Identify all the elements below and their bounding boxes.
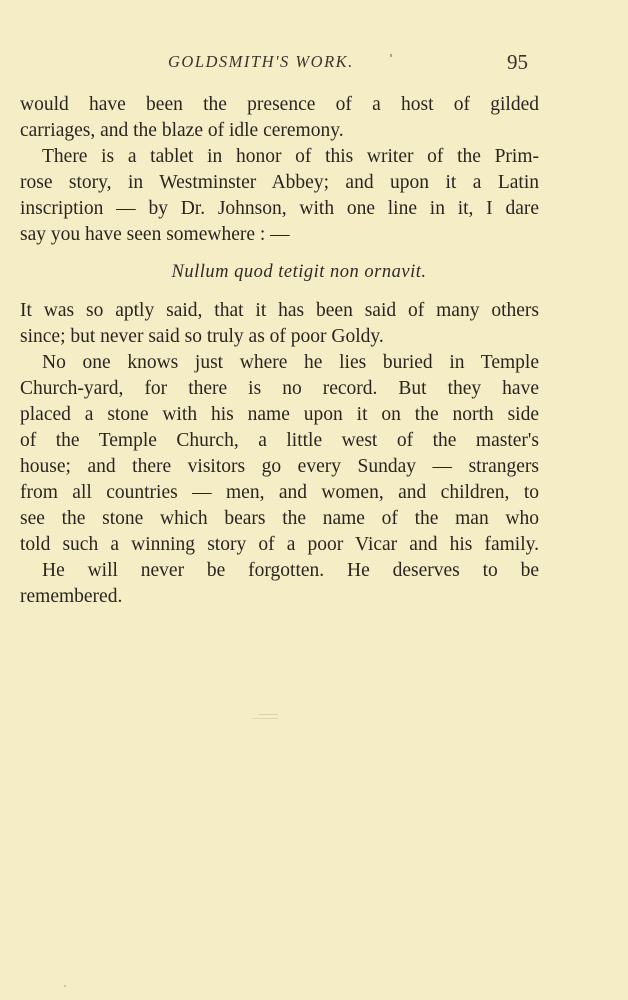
- text-line: would have been the presence of a host of gilded: [20, 94, 539, 115]
- paragraph-4: [20, 350, 539, 558]
- text-line: say you have seen somewhere : —: [20, 224, 290, 245]
- text-line: told such a winning story of a poor Vicar and his family.: [20, 534, 539, 555]
- paragraph-2: [20, 144, 539, 248]
- paragraph-5: [20, 558, 539, 610]
- paragraph-1: [20, 92, 539, 144]
- ink-speck: [390, 54, 392, 57]
- text-line: It was so aptly said, that it has been said of many others: [20, 300, 539, 321]
- text-line: placed a stone with his name upon it on the north side: [20, 404, 539, 425]
- text-line: from all countries — men, and women, and children, to: [20, 482, 539, 503]
- text-block-upper: [20, 92, 539, 248]
- text-line: carriages, and the blaze of idle ceremony.: [20, 120, 344, 141]
- text-line: inscription — by Dr. Johnson, with one line in it, I dare: [20, 198, 539, 219]
- text-line: No one knows just where he lies buried in Temple: [42, 352, 539, 373]
- text-line: since; but never said so truly as of poor Goldy.: [20, 326, 384, 347]
- text-line: rose story, in Westminster Abbey; and upon it a Latin: [20, 172, 539, 193]
- text-line: see the stone which bears the name of the man who: [20, 508, 539, 529]
- paper-speck: [64, 985, 66, 987]
- paragraph-3: [20, 298, 539, 350]
- paper-speck: [258, 714, 278, 715]
- text-line: He will never be forgotten. He deserves to be: [42, 560, 539, 581]
- text-line: remembered.: [20, 586, 123, 607]
- running-title: GOLDSMITH'S WORK.: [168, 52, 354, 71]
- text-line: of the Temple Church, a little west of the master's: [20, 430, 539, 451]
- paper-speck: [252, 718, 278, 719]
- latin-inscription-text: Nullum quod tetigit non ornavit.: [171, 262, 427, 282]
- page-number: 95: [507, 50, 528, 74]
- text-line: house; and there visitors go every Sunday — strangers: [20, 456, 539, 477]
- running-head: [0, 50, 628, 74]
- text-block-lower: [20, 298, 539, 610]
- text-line: Church-yard, for there is no record. But they have: [20, 378, 539, 399]
- latin-inscription: [0, 262, 628, 283]
- text-line: There is a tablet in honor of this writer of the Prim-: [42, 146, 539, 167]
